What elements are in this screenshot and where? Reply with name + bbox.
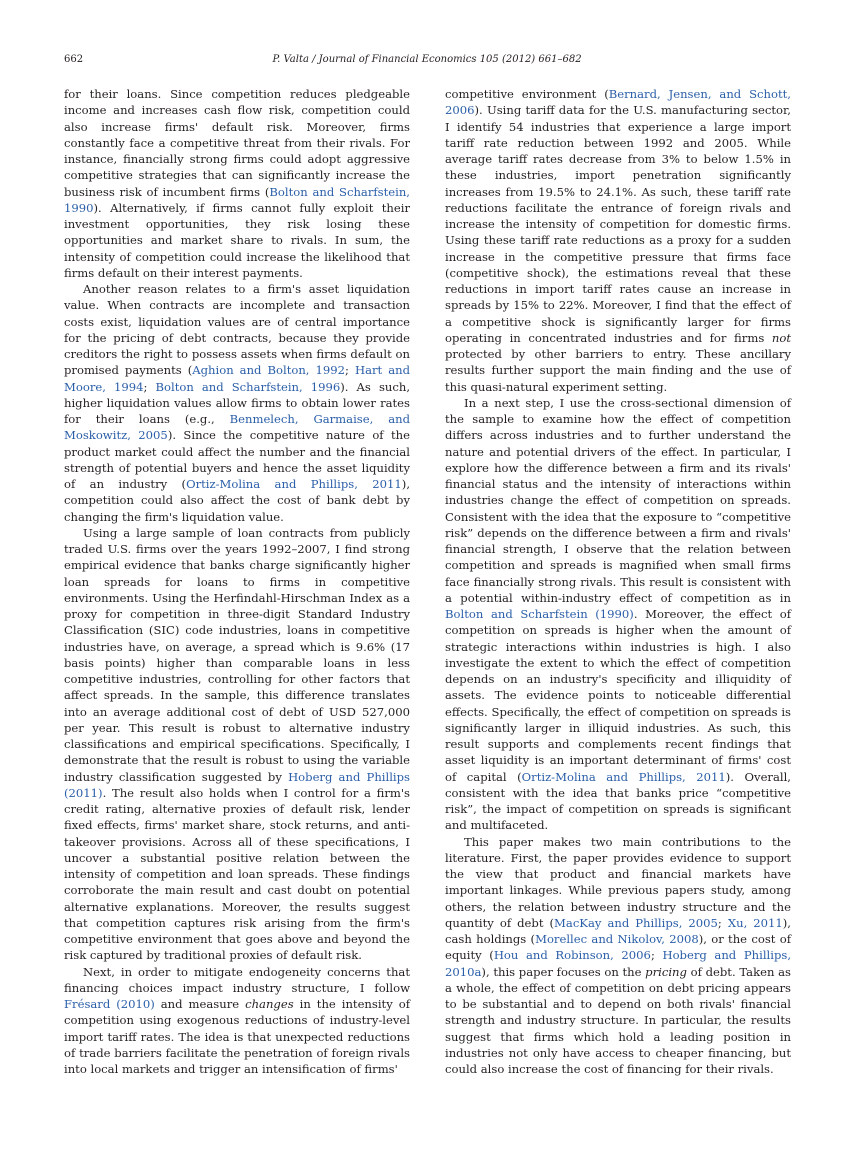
citation-link[interactable]: Bolton and Scharfstein (1990) [445, 607, 634, 621]
citation-link[interactable]: Bolton and Scharfstein, 1990 [64, 184, 410, 215]
citation-link[interactable]: Hart and Moore, 1994 [64, 363, 410, 394]
emphasis: not [771, 330, 791, 345]
citation-link[interactable]: MacKay and Phillips, 2005 [554, 915, 718, 930]
paragraph: Next, in order to mitigate endogeneity concerns that financing choices impact industry structure, I follow Frésard (2010) and measure changes in the intensity of competition using exogenous reductions of industry-level import tariff rates. The idea is that unexpected reductions of trade barriers facilitate the penetration of foreign rivals into local markets and trigger an intensification of firms' [64, 964, 410, 1076]
citation-link[interactable]: Aghion and Bolton, 1992 [192, 363, 346, 378]
right-column [445, 86, 791, 1077]
citation-link[interactable]: Hou and Robinson, 2006 [493, 948, 651, 963]
paragraph: In a next step, I use the cross-sectional dimension of the sample to examine how the effect of competition differs across industries and to further understand the nature and potential drivers of the effect. In particular, I explore how the difference between a firm and its rivals' financial status and the intensity of interactions within industries change the effect of competition on spreads. Consistent with the idea that the exposure to “competitive risk” depends on the difference between a firm and rivals' financial strength, I observe that the relation between competition and spreads is magnified when small firms face financially strong rivals. This result is consistent with a potential within-industry effect of competition as in Bolton and Scharfstein (1990). Moreover, the effect of competition on spreads is higher when the amount of strategic interactions within industries is high. I also investigate the extent to which the effect of competition depends on an industry's specificity and illiquidity of assets. The evidence points to noticeable differential effects. Specifically, the effect of competition on spreads is significantly larger in illiquid industries. As such, this result supports and complements recent findings that asset liquidity is an important determinant of firms' cost of capital (Ortiz-Molina and Phillips, 2011). Overall, consistent with the idea that banks price “competitive risk”, the impact of competition on spreads is significant and multifaceted. [445, 395, 791, 833]
citation-link[interactable]: Ortiz-Molina and Phillips, 2011 [186, 477, 402, 491]
paragraph: competitive environment (Bernard, Jensen, and Schott, 2006). Using tariff data for the U.S. manufacturing sector, I identify 54 industries that experience a large import tariff rate reduction between 1992 and 2005. While average tariff rates decrease from 3% to below 1.5% in these industries, import penetration significantly increases from 19.5% to 24.1%. As such, these tariff rate reductions facilitate the entrance of foreign rivals and increase the intensity of competition for domestic firms. Using these tariff rate reductions as a proxy for a sudden increase in the competitive pressure that firms face (competitive shock), the estimations reveal that these reductions in import tariff rates cause an increase in spreads by 15% to 22%. Moreover, I find that the effect of a competitive shock is significantly larger for firms operating in concentrated industries and for firms not protected by other barriers to entry. These ancillary results further support the main finding and the use of this quasi-natural experiment setting. [445, 87, 791, 394]
left-column [64, 86, 410, 1077]
citation-link[interactable]: Ortiz-Molina and Phillips, 2011 [521, 769, 726, 784]
emphasis: changes [245, 997, 294, 1011]
citation-link[interactable]: Bernard, Jensen, and Schott, 2006 [445, 87, 791, 118]
page-header [64, 52, 790, 68]
emphasis: pricing [645, 964, 687, 979]
citation-link[interactable]: Frésard (2010) [64, 997, 155, 1011]
citation-link[interactable]: Bolton and Scharfstein, 1996 [155, 379, 341, 394]
paragraph: This paper makes two main contributions to the literature. First, the paper provides evidence to support the view that product and financial markets have important linkages. While previous papers study, among others, the relation between industry structure and the quantity of debt (MacKay and Phillips, 2005; Xu, 2011), cash holdings (Morellec and Nikolov, 2008), or the cost of equity (Hou and Robinson, 2006; Hoberg and Phillips, 2010a), this paper focuses on the pricing of debt. Taken as a whole, the effect of competition on debt pricing appears to be substantial and to depend on both rivals' financial strength and industry structure. In particular, the results suggest that firms which hold a leading position in industries not only have access to cheaper financing, but could also increase the cost of financing for their rivals. [445, 834, 792, 1076]
citation-link[interactable]: Xu, 2011 [727, 915, 783, 930]
citation-link[interactable]: Morellec and Nikolov, 2008 [535, 932, 699, 946]
paragraph: Another reason relates to a firm's asset liquidation value. When contracts are incomplete and transaction costs exist, liquidation values are of central importance for the pricing of debt contracts, because they provide creditors the right to possess assets when firms default on promised payments (Aghion and Bolton, 1992; Hart and Moore, 1994; Bolton and Scharfstein, 1996). As such, higher liquidation values allow firms to obtain lower rates for their loans (e.g., Benmelech, Garmaise, and Moskowitz, 2005). Since the competitive nature of the product market could affect the number and the financial strength of potential buyers and hence the asset liquidity of an industry (Ortiz-Molina and Phillips, 2011), competition could also affect the cost of bank debt by changing the firm's liquidation value. [64, 282, 411, 524]
paragraph: for their loans. Since competition reduces pledgeable income and increases cash flow risk, competition could also increase firms' default risk. Moreover, firms constantly face a competitive threat from their rivals. For instance, financially strong firms could adopt aggressive competitive strategies that can significantly increase the business risk of incumbent firms (Bolton and Scharfstein, 1990). Alternatively, if firms cannot fully exploit their investment opportunities, they risk losing these opportunities and market share to rivals. In sum, the intensity of competition could increase the likelihood that firms default on their interest payments. [64, 87, 410, 280]
citation-link[interactable]: Hoberg and Phillips, 2010a [445, 948, 792, 979]
citation-link[interactable]: Benmelech, Garmaise, and Moskowitz, 2005 [64, 412, 410, 443]
citation-link[interactable]: Hoberg and Phillips (2011) [64, 769, 410, 800]
paragraph: Using a large sample of loan contracts from publicly traded U.S. firms over the years 1992–2007, I find strong empirical evidence that banks charge significantly higher loan spreads for loans to firms in competitive environments. Using the Herfindahl-Hirschman Index as a proxy for competition in three-digit Standard Industry Classification (SIC) code industries, loans in competitive industries have, on average, a spread which is 9.6% (17 basis points) higher than comparable loans in less competitive industries, controlling for other factors that affect spreads. In the sample, this difference translates into an average additional cost of debt of USD 527,000 per year. This result is robust to alternative industry classifications and empirical specifications. Specifically, I demonstrate that the result is robust to using the variable industry classification suggested by Hoberg and Phillips (2011). The result also holds when I control for a firm's credit rating, alternative proxies of default risk, lender fixed effects, firms' market share, stock returns, and anti-takeover provisions. Across all of these specifications, I uncover a substantial positive relation between the intensity of competition and loan spreads. These findings corroborate the main result and cast doubt on potential alternative explanations. Moreover, the results suggest that competition captures risk arising from the firm's competitive environment that goes above and beyond the risk captured by traditional proxies of default risk. [64, 525, 410, 963]
running-title: P. Valta / Journal of Financial Economics 105 (2012) 661–682 [272, 54, 582, 65]
page-number: 662 [64, 54, 84, 65]
